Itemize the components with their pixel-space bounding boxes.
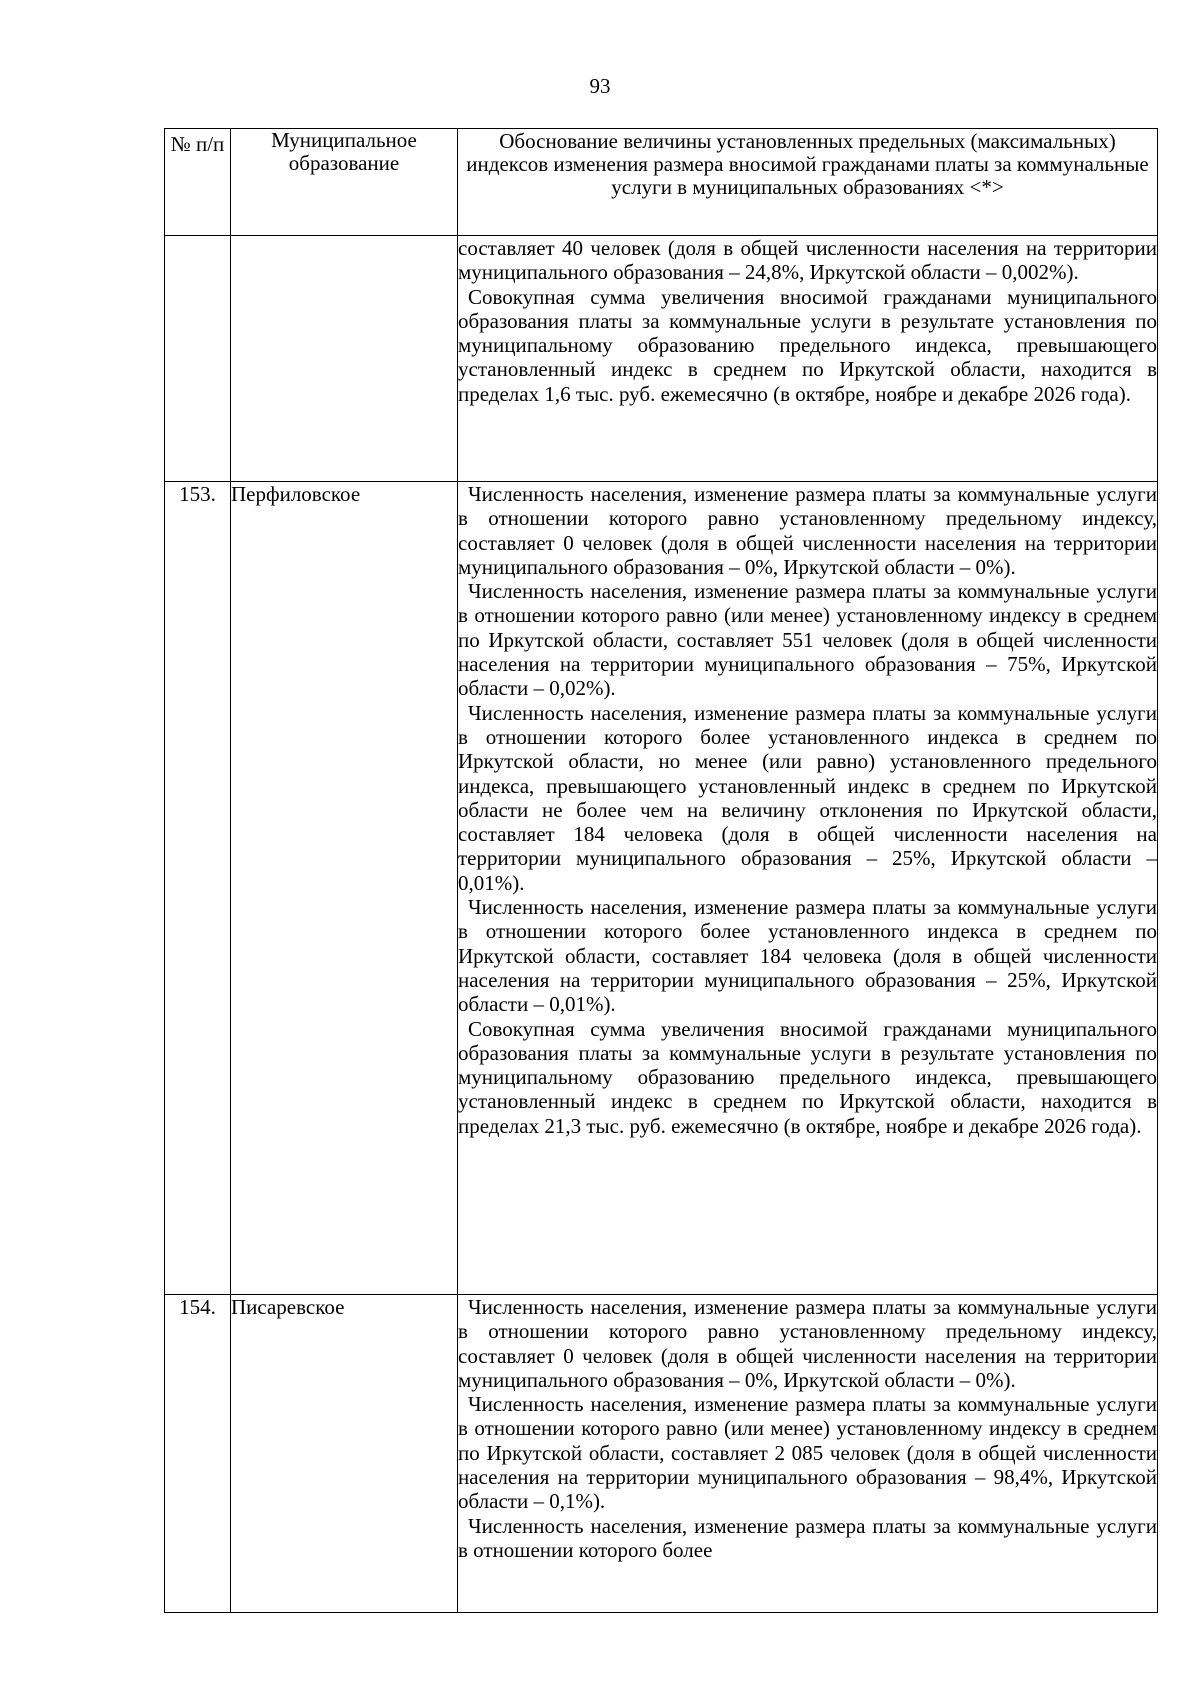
paragraph: Численность населения, изменение размера платы за коммунальные услуги в отношении которого равно установленному предельному индексу, составляет 0 человек (доля в общей численности населения на территории муниципального образования – 0%, Иркутской области – 0%). [458, 482, 1157, 579]
paragraph: Численность населения, изменение размера платы за коммунальные услуги в отношении которого более установленного индекса в среднем по Иркутской области, составляет 184 человека (доля в общей численности населения на территории муниципального образования – 25%, Иркутской области – 0,01%). [458, 895, 1157, 1017]
table-header-row [165, 129, 1158, 236]
row-num [165, 236, 231, 482]
row-municipality: Писаревское [231, 1295, 458, 1613]
paragraph: Совокупная сумма увеличения вносимой гражданами муниципального образования платы за коммунальные услуги в результате установления по муниципальному образованию предельного индекса, превышающего установленный индекс в среднем по Иркутской области, находится в пределах 21,3 тыс. руб. ежемесячно (в октябре, ноябре и декабре 2026 года). [458, 1016, 1157, 1138]
header-num: № п/п [165, 129, 231, 236]
row-municipality [231, 236, 458, 482]
row-justification [458, 1295, 1158, 1613]
paragraph: Численность населения, изменение размера платы за коммунальные услуги в отношении которого более [458, 1513, 1157, 1562]
header-municipality: Муниципальное образование [231, 129, 458, 236]
header-justification: Обоснование величины установленных предельных (максимальных) индексов изменения размера вносимой гражданами платы за коммунальные услуги в муниципальных образованиях <*> [458, 129, 1158, 236]
row-num: 153. [165, 482, 231, 1295]
paragraph: Численность населения, изменение размера платы за коммунальные услуги в отношении которого равно (или менее) установленному индексу в среднем по Иркутской области, составляет 2 085 человек (доля в общей численности населения на территории муниципального образования – 98,4%, Иркутской области – 0,1%). [458, 1392, 1157, 1514]
paragraph: Численность населения, изменение размера платы за коммунальные услуги в отношении которого более установленного индекса в среднем по Иркутской области, но менее (или равно) установленного предельного индекса, превышающего установленный индекс в среднем по Иркутской области не более чем на величину отклонения по Иркутской области, составляет 184 человека (доля в общей численности населения на территории муниципального образования – 25%, Иркутской области – 0,01%). [458, 700, 1157, 895]
paragraph: Численность населения, изменение размера платы за коммунальные услуги в отношении которого равно установленному предельному индексу, составляет 0 человек (доля в общей численности населения на территории муниципального образования – 0%, Иркутской области – 0%). [458, 1295, 1157, 1392]
row-justification [458, 236, 1158, 482]
page-number: 93 [589, 74, 611, 98]
paragraph: Совокупная сумма увеличения вносимой гражданами муниципального образования платы за коммунальные услуги в результате установления по муниципальному образованию предельного индекса, превышающего установленный индекс в среднем по Иркутской области, находится в пределах 1,6 тыс. руб. ежемесячно (в октябре, ноябре и декабре 2026 года). [458, 284, 1157, 406]
table-row [165, 482, 1158, 1295]
table-row [165, 1295, 1158, 1613]
row-justification [458, 482, 1158, 1295]
row-num: 154. [165, 1295, 231, 1613]
row-municipality: Перфиловское [231, 482, 458, 1295]
paragraph: составляет 40 человек (доля в общей численности населения на территории муниципального образования – 24,8%, Иркутской области – 0,002%). [458, 236, 1157, 285]
justification-table [164, 128, 1158, 1613]
table-row [165, 236, 1158, 482]
paragraph: Численность населения, изменение размера платы за коммунальные услуги в отношении которого равно (или менее) установленному индексу в среднем по Иркутской области, составляет 551 человек (доля в общей численности населения на территории муниципального образования – 75%, Иркутской области – 0,02%). [458, 579, 1157, 701]
